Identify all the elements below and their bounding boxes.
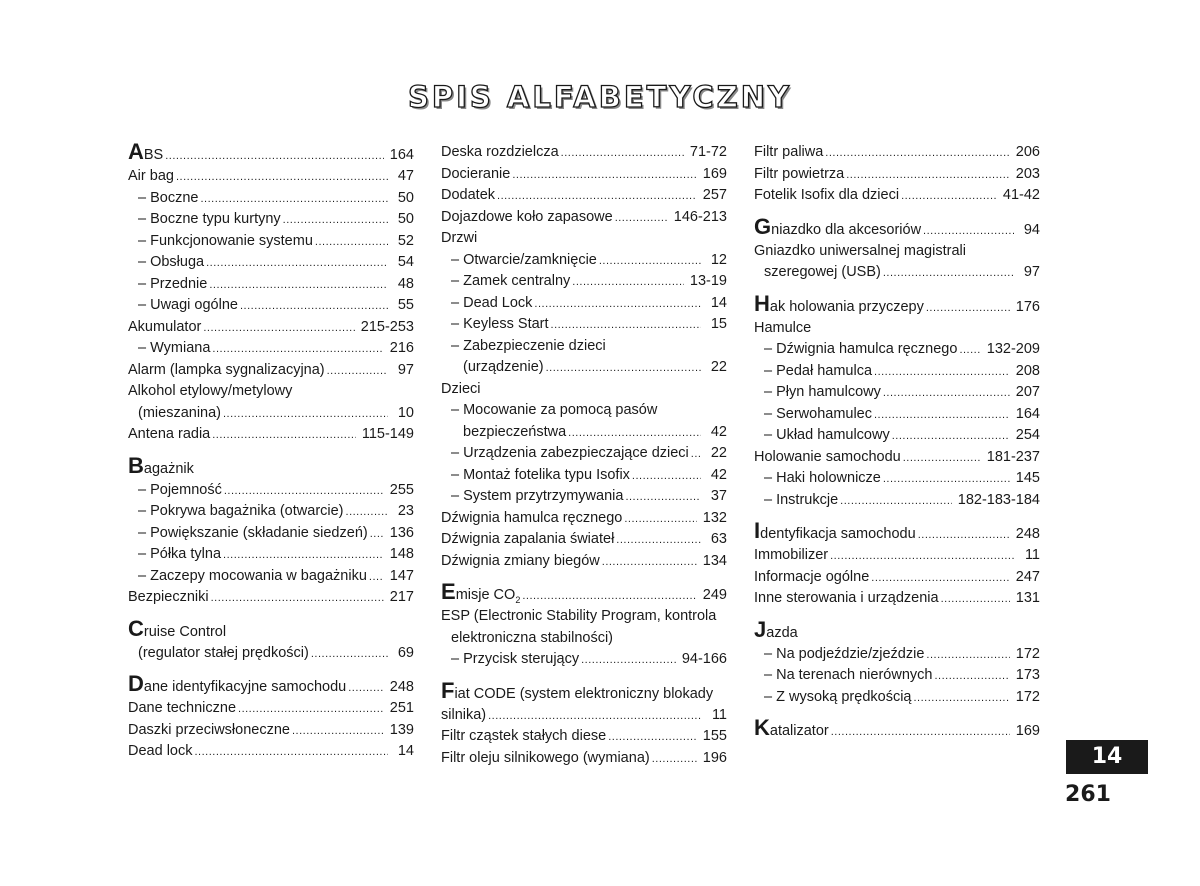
index-subentry: bezpieczeństwa ..... 42 <box>441 422 727 444</box>
index-entry-continued: silnika) ..... 11 <box>441 705 727 727</box>
index-column-3 <box>754 140 1040 742</box>
index-column-2 <box>441 140 727 769</box>
index-subentry: – Boczne typu kurtyny ..... 50 <box>128 209 414 231</box>
index-subentry: – Półka tylna ..... 148 <box>128 544 414 566</box>
index-entry-bagaznik: Bagażnik <box>128 452 194 478</box>
index-subentry: (urządzenie) ..... 22 <box>441 357 727 379</box>
index-entry-jazda: Jazda <box>754 616 798 642</box>
index-subentry: – Keyless Start ..... 15 <box>441 314 727 336</box>
index-entry: Akumulator ..... 215-253 <box>128 317 414 339</box>
index-subentry: – Instrukcje ..... 182-183-184 <box>754 490 1040 512</box>
index-entry: Docieranie ..... 169 <box>441 164 727 186</box>
index-entry-cruise: Cruise Control <box>128 615 227 641</box>
index-entry: Filtr powietrza ..... 203 <box>754 164 1040 186</box>
index-subentry: (regulator stałej prędkości) ..... 69 <box>128 643 414 665</box>
page-number: 261 <box>1065 782 1111 807</box>
index-entry: Filtr paliwa ..... 206 <box>754 142 1040 164</box>
index-subentry: (mieszanina) ..... 10 <box>128 403 414 425</box>
index-entry: Inne sterowania i urządzenia ..... 131 <box>754 588 1040 610</box>
index-entry: Filtr oleju silnikowego (wymiana) ..... 196 <box>441 748 727 770</box>
index-entry: Dane techniczne ..... 251 <box>128 698 414 720</box>
index-subentry: – Serwohamulec ..... 164 <box>754 404 1040 426</box>
index-subentry: – Powiększanie (składanie siedzeń) ..... 136 <box>128 523 414 545</box>
index-subentry: – Wymiana ..... 216 <box>128 338 414 360</box>
index-entry: Dźwignia zmiany biegów ..... 134 <box>441 551 727 573</box>
index-entry-continued: szeregowej (USB) ..... 97 <box>754 262 1040 284</box>
index-subentry: – Z wysoką prędkością ..... 172 <box>754 687 1040 709</box>
index-entry-hak: Hak holowania przyczepy ..... 176 <box>754 294 1040 318</box>
index-entry: Dodatek ..... 257 <box>441 185 727 207</box>
index-entry-continued: elektroniczna stabilności) <box>451 629 613 646</box>
chapter-tab: 14 <box>1066 740 1148 774</box>
index-entry: Dojazdowe koło zapasowe ..... 146-213 <box>441 207 727 229</box>
index-entry: Drzwi <box>441 230 478 246</box>
index-subentry: – Otwarcie/zamknięcie ..... 12 <box>441 250 727 272</box>
index-entry: Gniazdko uniwersalnej magistrali <box>754 242 966 259</box>
index-entry: Bezpieczniki ..... 217 <box>128 587 414 609</box>
index-subentry: – Na terenach nierównych ..... 173 <box>754 665 1040 687</box>
index-entry: Alkohol etylowy/metylowy <box>128 383 293 399</box>
index-entry: Antena radia ..... 115-149 <box>128 424 414 446</box>
index-entry-gniazdko: Gniazdko dla akcesoriów ..... 94 <box>754 217 1040 241</box>
index-subentry: – Na podjeździe/zjeździe ..... 172 <box>754 644 1040 666</box>
index-subentry: – Urządzenia zabezpieczające dzieci ..... 22 <box>441 443 727 465</box>
index-entry-emisje: Emisje $CO_2$ ..... 249 <box>441 582 727 606</box>
index-entry: Deska rozdzielcza ..... 71-72 <box>441 142 727 164</box>
index-entry-fiat: Fiat CODE (system elektroniczny blokady <box>441 677 714 703</box>
index-subentry: – Zabezpieczenie dzieci <box>451 337 606 354</box>
index-subentry: – Pokrywa bagażnika (otwarcie) ..... 23 <box>128 501 414 523</box>
index-entry-abs: ABS ..... 164 <box>128 142 414 166</box>
index-entry: Dead lock ..... 14 <box>128 741 414 763</box>
index-subentry: – Pedał hamulca ..... 208 <box>754 361 1040 383</box>
index-entry: ESP (Electronic Stability Program, kontrola <box>441 608 717 624</box>
index-entry-dane: Dane identyfikacyjne samochodu ..... 248 <box>128 674 414 698</box>
index-subentry: – Funkcjonowanie systemu ..... 52 <box>128 231 414 253</box>
index-subentry: – Dead Lock ..... 14 <box>441 293 727 315</box>
index-entry: Informacje ogólne ..... 247 <box>754 567 1040 589</box>
index-entry: Fotelik Isofix dla dzieci ..... 41-42 <box>754 185 1040 207</box>
index-subentry: – Układ hamulcowy ..... 254 <box>754 425 1040 447</box>
index-subentry: – Dźwignia hamulca ręcznego ..... 132-209 <box>754 339 1040 361</box>
index-subentry: – Zamek centralny ..... 13-19 <box>441 271 727 293</box>
index-subentry: – Boczne ..... 50 <box>128 188 414 210</box>
index-entry: Dzieci <box>441 380 481 397</box>
index-entry: Hamulce <box>754 319 812 336</box>
index-entry: Dźwignia hamulca ręcznego ..... 132 <box>441 508 727 530</box>
index-entry: Dźwignia zapalania świateł ..... 63 <box>441 529 727 551</box>
index-subentry: – Obsługa ..... 54 <box>128 252 414 274</box>
index-subentry: – Przycisk sterujący ..... 94-166 <box>441 649 727 671</box>
index-subentry: – System przytrzymywania ..... 37 <box>441 486 727 508</box>
index-subentry: – Przednie ..... 48 <box>128 274 414 296</box>
index-subentry: – Montaż fotelika typu Isofix ..... 42 <box>441 465 727 487</box>
index-column-1 <box>128 140 414 763</box>
index-subentry: – Haki holownicze ..... 145 <box>754 468 1040 490</box>
index-entry: Immobilizer ..... 11 <box>754 545 1040 567</box>
index-subentry: – Zaczepy mocowania w bagażniku ..... 147 <box>128 566 414 588</box>
page-title: SPIS ALFABETYCZNY <box>407 80 792 114</box>
index-entry: Air bag ..... 47 <box>128 166 414 188</box>
index-entry: Daszki przeciwsłoneczne ..... 139 <box>128 720 414 742</box>
index-subentry: – Pojemność ..... 255 <box>128 480 414 502</box>
index-entry: Holowanie samochodu ..... 181-237 <box>754 447 1040 469</box>
index-subentry: – Uwagi ogólne ..... 55 <box>128 295 414 317</box>
index-subentry: – Płyn hamulcowy ..... 207 <box>754 382 1040 404</box>
index-entry: Filtr cząstek stałych diese ..... 155 <box>441 726 727 748</box>
index-entry: Alarm (lampka sygnalizacyjna) ..... 97 <box>128 360 414 382</box>
index-entry-identyfikacja: Identyfikacja samochodu ..... 248 <box>754 521 1040 545</box>
index-subentry: – Mocowanie za pomocą pasów <box>451 402 658 418</box>
index-entry-katalizator: Katalizator ..... 169 <box>754 718 1040 742</box>
